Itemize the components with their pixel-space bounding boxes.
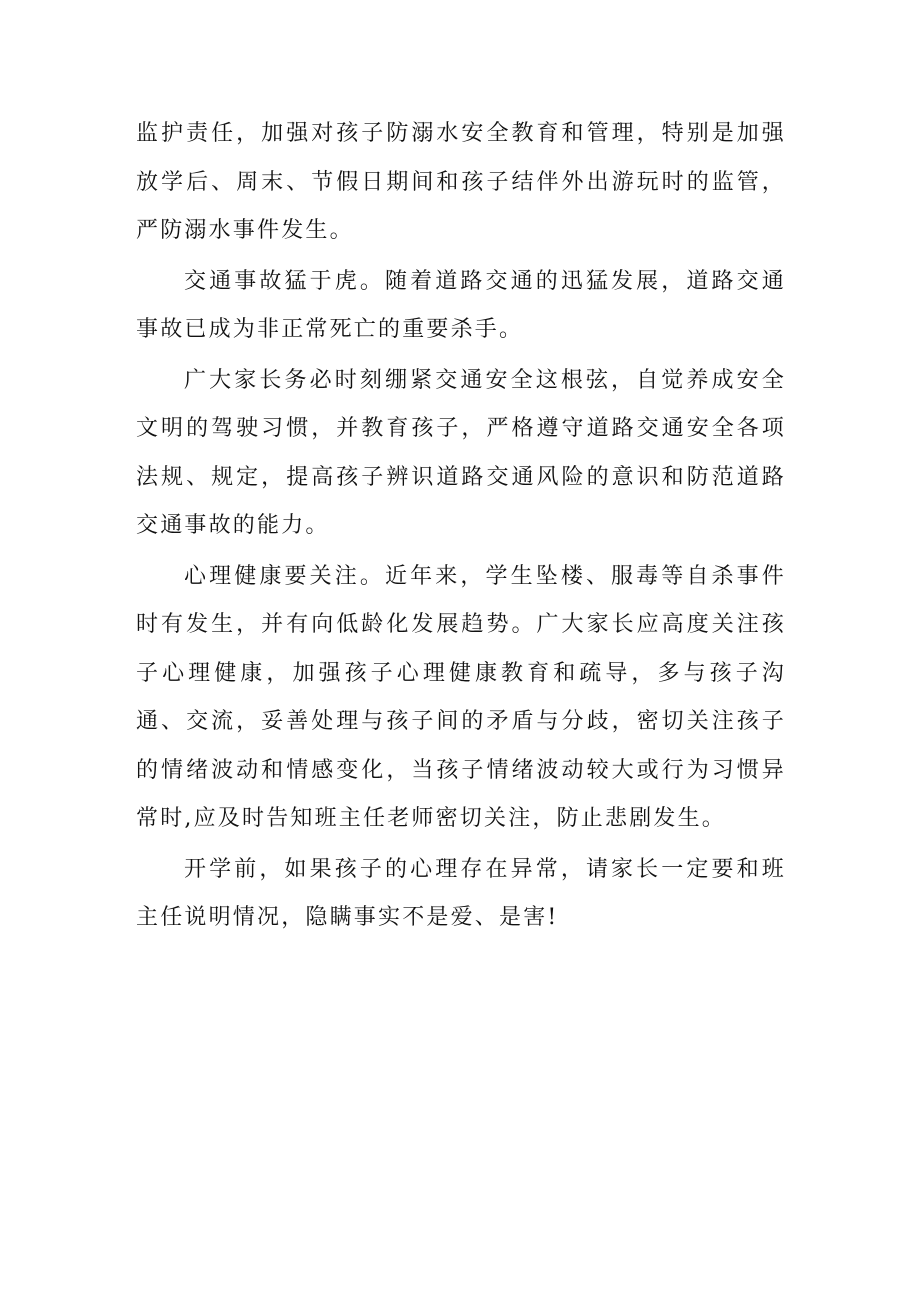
paragraph-before-school-start: 开学前，如果孩子的心理存在异常，请家长一定要和班主任说明情况，隐瞒事实不是爱、是害! — [136, 856, 786, 930]
paragraph-traffic-safety: 广大家长务必时刻绷紧交通安全这根弦，自觉养成安全文明的驾驶习惯，并教育孩子，严格遵守道路交通安全各项法规、规定，提高孩子辨识道路交通风险的意识和防范道路交通事故的能力。 — [136, 367, 786, 538]
paragraph-mental-health: 心理健康要关注。近年来，学生坠楼、服毒等自杀事件时有发生，并有向低龄化发展趋势。广大家长应高度关注孩子心理健康，加强孩子心理健康教育和疏导，多与孩子沟通、交流，妥善处理与孩子间的矛盾与分歧，密切关注孩子的情绪波动和情感变化，当孩子情绪波动较大或行为习惯异常时,应及时告知班主任老师密切关注，防止悲剧发生。 — [136, 563, 786, 831]
paragraph-supervision-continued: 监护责任，加强对孩子防溺水安全教育和管理，特别是加强放学后、周末、节假日期间和孩子结伴外出游玩时的监管，严防溺水事件发生。 — [136, 121, 786, 243]
paragraph-traffic-accident: 交通事故猛于虎。随着道路交通的迅猛发展，道路交通事故已成为非正常死亡的重要杀手。 — [136, 268, 786, 342]
document-body — [136, 110, 786, 945]
